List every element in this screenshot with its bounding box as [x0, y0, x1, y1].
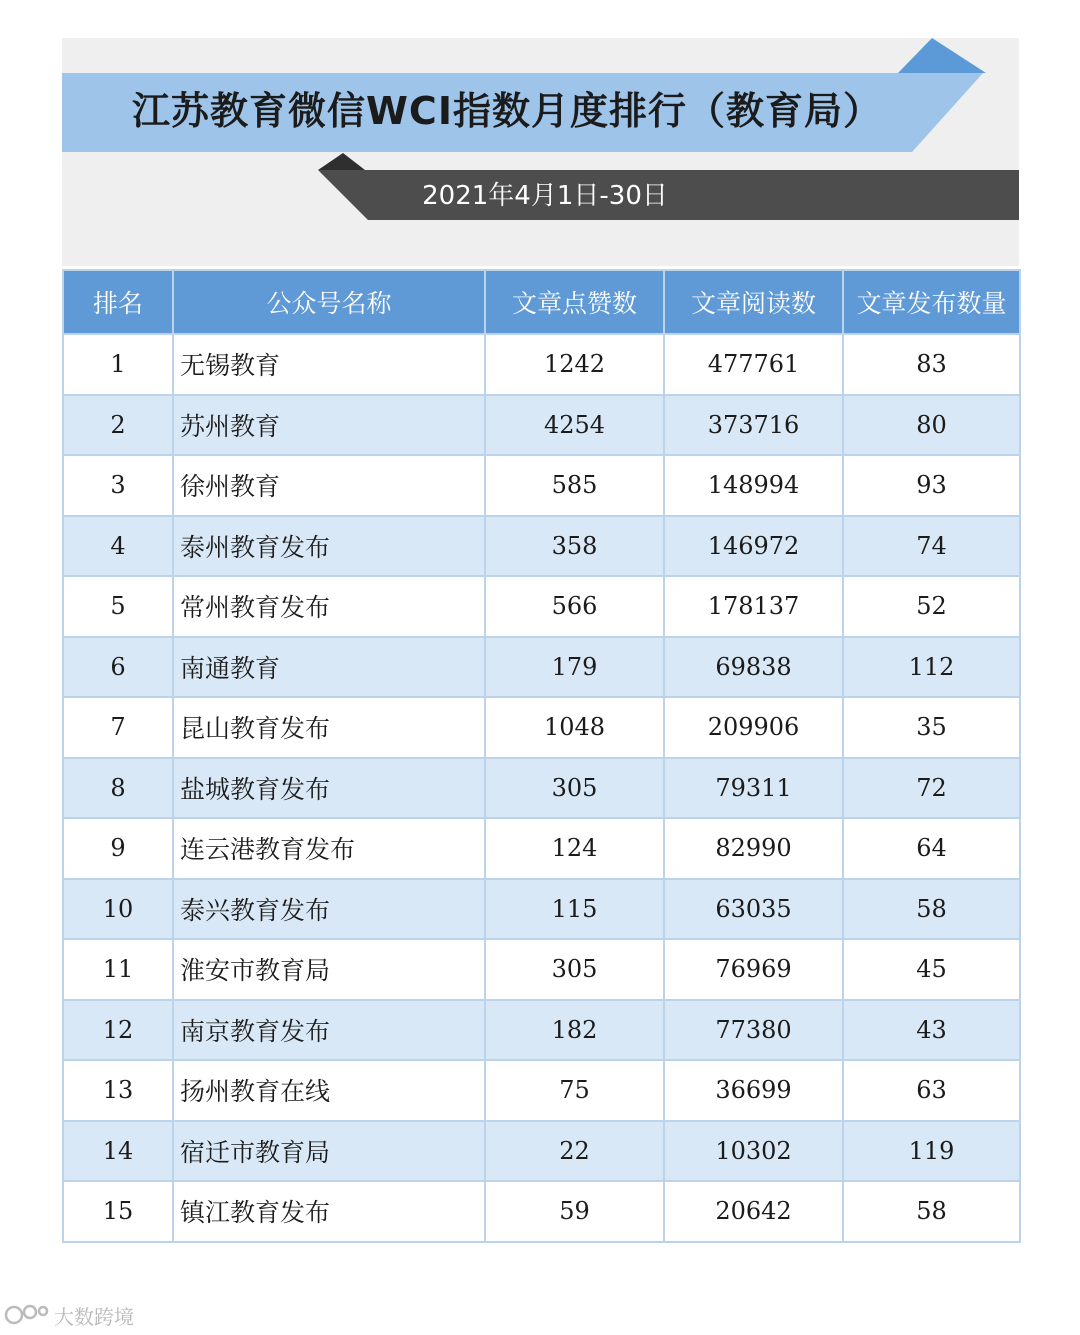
reads-cell: 82990: [664, 818, 843, 879]
rank-cell: 15: [63, 1181, 173, 1242]
account-name-cell: 泰兴教育发布: [173, 879, 485, 940]
likes-cell: 179: [485, 637, 664, 698]
reads-cell: 209906: [664, 697, 843, 758]
posts-cell: 45: [843, 939, 1020, 1000]
likes-cell: 1048: [485, 697, 664, 758]
column-header-likes: 文章点赞数: [485, 270, 664, 334]
likes-cell: 358: [485, 516, 664, 577]
likes-cell: 75: [485, 1060, 664, 1121]
date-banner-tip: [318, 153, 365, 170]
rank-cell: 6: [63, 637, 173, 698]
ranking-table: [62, 269, 1021, 1243]
reads-cell: 63035: [664, 879, 843, 940]
posts-cell: 119: [843, 1121, 1020, 1182]
posts-cell: 35: [843, 697, 1020, 758]
likes-cell: 115: [485, 879, 664, 940]
account-name-cell: 盐城教育发布: [173, 758, 485, 819]
likes-cell: 124: [485, 818, 664, 879]
table-row: [63, 637, 1020, 698]
posts-cell: 58: [843, 879, 1020, 940]
column-header-reads: 文章阅读数: [664, 270, 843, 334]
table-row: [63, 818, 1020, 879]
rank-cell: 7: [63, 697, 173, 758]
account-name-cell: 连云港教育发布: [173, 818, 485, 879]
reads-cell: 148994: [664, 455, 843, 516]
reads-cell: 373716: [664, 395, 843, 456]
watermark: [4, 1300, 134, 1330]
rank-cell: 10: [63, 879, 173, 940]
rank-cell: 12: [63, 1000, 173, 1061]
likes-cell: 585: [485, 455, 664, 516]
rank-cell: 4: [63, 516, 173, 577]
posts-cell: 64: [843, 818, 1020, 879]
account-name-cell: 泰州教育发布: [173, 516, 485, 577]
posts-cell: 74: [843, 516, 1020, 577]
likes-cell: 4254: [485, 395, 664, 456]
account-name-cell: 常州教育发布: [173, 576, 485, 637]
posts-cell: 93: [843, 455, 1020, 516]
table-row: [63, 879, 1020, 940]
table-row: [63, 758, 1020, 819]
rank-cell: 2: [63, 395, 173, 456]
reads-cell: 10302: [664, 1121, 843, 1182]
account-name-cell: 昆山教育发布: [173, 697, 485, 758]
posts-cell: 58: [843, 1181, 1020, 1242]
table-row: [63, 1181, 1020, 1242]
likes-cell: 22: [485, 1121, 664, 1182]
table-row: [63, 939, 1020, 1000]
account-name-cell: 南京教育发布: [173, 1000, 485, 1061]
posts-cell: 43: [843, 1000, 1020, 1061]
reads-cell: 77380: [664, 1000, 843, 1061]
account-name-cell: 徐州教育: [173, 455, 485, 516]
account-name-cell: 镇江教育发布: [173, 1181, 485, 1242]
reads-cell: 76969: [664, 939, 843, 1000]
likes-cell: 305: [485, 758, 664, 819]
table-row: [63, 1000, 1020, 1061]
likes-cell: 182: [485, 1000, 664, 1061]
reads-cell: 146972: [664, 516, 843, 577]
reads-cell: 79311: [664, 758, 843, 819]
table-row: [63, 395, 1020, 456]
reads-cell: 36699: [664, 1060, 843, 1121]
rank-cell: 3: [63, 455, 173, 516]
table-row: [63, 1060, 1020, 1121]
table-header-row: [63, 270, 1020, 334]
posts-cell: 63: [843, 1060, 1020, 1121]
watermark-text: 大数跨境: [54, 1304, 134, 1329]
page-title: 江苏教育微信WCI指数月度排行（教育局）: [132, 89, 882, 133]
posts-cell: 80: [843, 395, 1020, 456]
column-header-rank: 排名: [63, 270, 173, 334]
account-name-cell: 无锡教育: [173, 334, 485, 395]
table-row: [63, 334, 1020, 395]
rank-cell: 11: [63, 939, 173, 1000]
table-row: [63, 697, 1020, 758]
logo-icon: [4, 1302, 50, 1328]
rank-cell: 14: [63, 1121, 173, 1182]
rank-cell: 9: [63, 818, 173, 879]
account-name-cell: 南通教育: [173, 637, 485, 698]
rank-cell: 5: [63, 576, 173, 637]
table-row: [63, 1121, 1020, 1182]
reads-cell: 20642: [664, 1181, 843, 1242]
table-row: [63, 516, 1020, 577]
reads-cell: 69838: [664, 637, 843, 698]
rank-cell: 8: [63, 758, 173, 819]
likes-cell: 59: [485, 1181, 664, 1242]
date-range: 2021年4月1日-30日: [422, 181, 668, 211]
posts-cell: 112: [843, 637, 1020, 698]
account-name-cell: 苏州教育: [173, 395, 485, 456]
posts-cell: 72: [843, 758, 1020, 819]
table-row: [63, 576, 1020, 637]
rank-cell: 13: [63, 1060, 173, 1121]
account-name-cell: 宿迁市教育局: [173, 1121, 485, 1182]
account-name-cell: 扬州教育在线: [173, 1060, 485, 1121]
account-name-cell: 淮安市教育局: [173, 939, 485, 1000]
column-header-name: 公众号名称: [173, 270, 485, 334]
column-header-posts: 文章发布数量: [843, 270, 1020, 334]
reads-cell: 178137: [664, 576, 843, 637]
table-row: [63, 455, 1020, 516]
reads-cell: 477761: [664, 334, 843, 395]
likes-cell: 305: [485, 939, 664, 1000]
likes-cell: 566: [485, 576, 664, 637]
posts-cell: 52: [843, 576, 1020, 637]
rank-cell: 1: [63, 334, 173, 395]
likes-cell: 1242: [485, 334, 664, 395]
title-banner-tip: [898, 38, 986, 73]
posts-cell: 83: [843, 334, 1020, 395]
